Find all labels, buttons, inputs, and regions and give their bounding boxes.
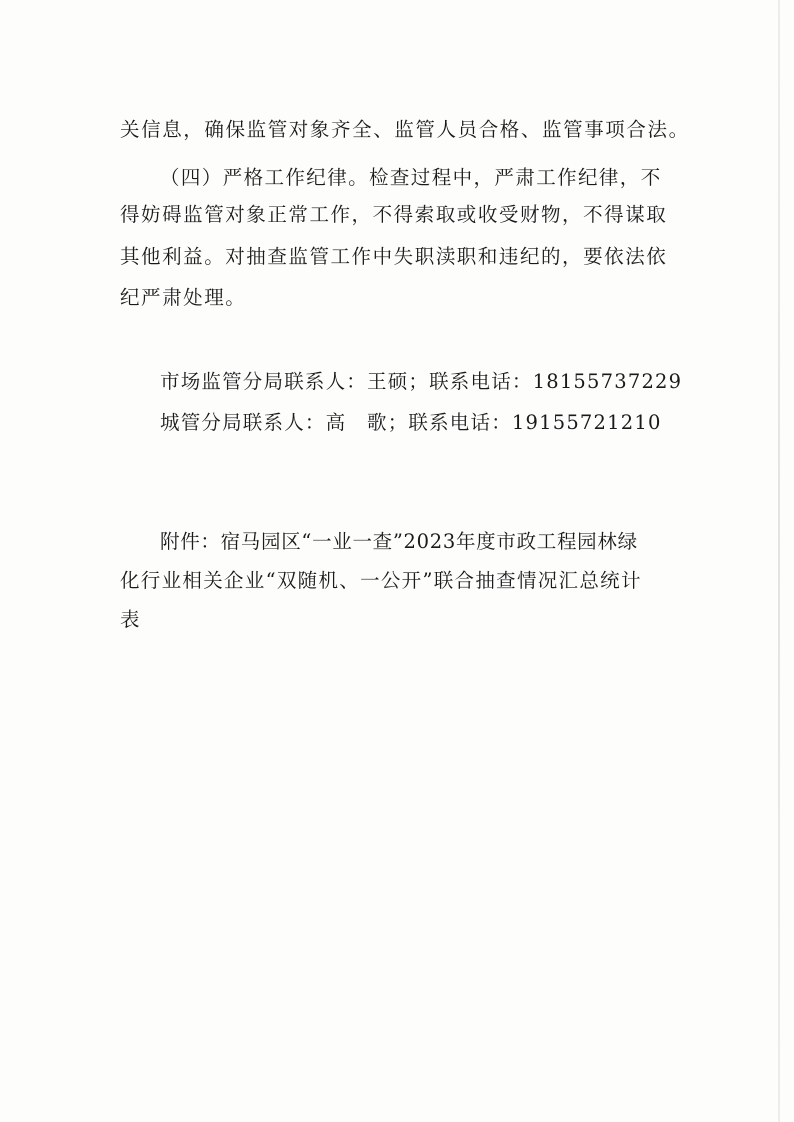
- body-paragraph-line: 关信息，确保监管对象齐全、监管人员合格、监管事项合法。: [120, 118, 690, 141]
- body-paragraph-line: 纪严肃处理。: [120, 286, 247, 309]
- body-paragraph-line: （四）严格工作纪律。检查过程中，严肃工作纪律，不: [160, 166, 662, 189]
- body-paragraph-line: 其他利益。对抽查监管工作中失职渎职和违纪的，要依法依: [120, 245, 668, 268]
- attachment-line: 附件：宿马园区“一业一查”2023年度市政工程园林绿: [160, 530, 638, 553]
- attachment-line: 表: [120, 608, 141, 631]
- scan-edge: [778, 0, 780, 1122]
- body-paragraph-line: 得妨碍监管对象正常工作，不得索取或收受财物，不得谋取: [120, 203, 668, 226]
- attachment-line: 化行业相关企业“双随机、一公开”联合抽查情况汇总统计: [120, 569, 642, 592]
- contact-urban-management: 城管分局联系人：高 歌；联系电话：19155721210: [160, 411, 662, 434]
- contact-market-supervision: 市场监管分局联系人：王硕；联系电话：18155737229: [160, 370, 683, 393]
